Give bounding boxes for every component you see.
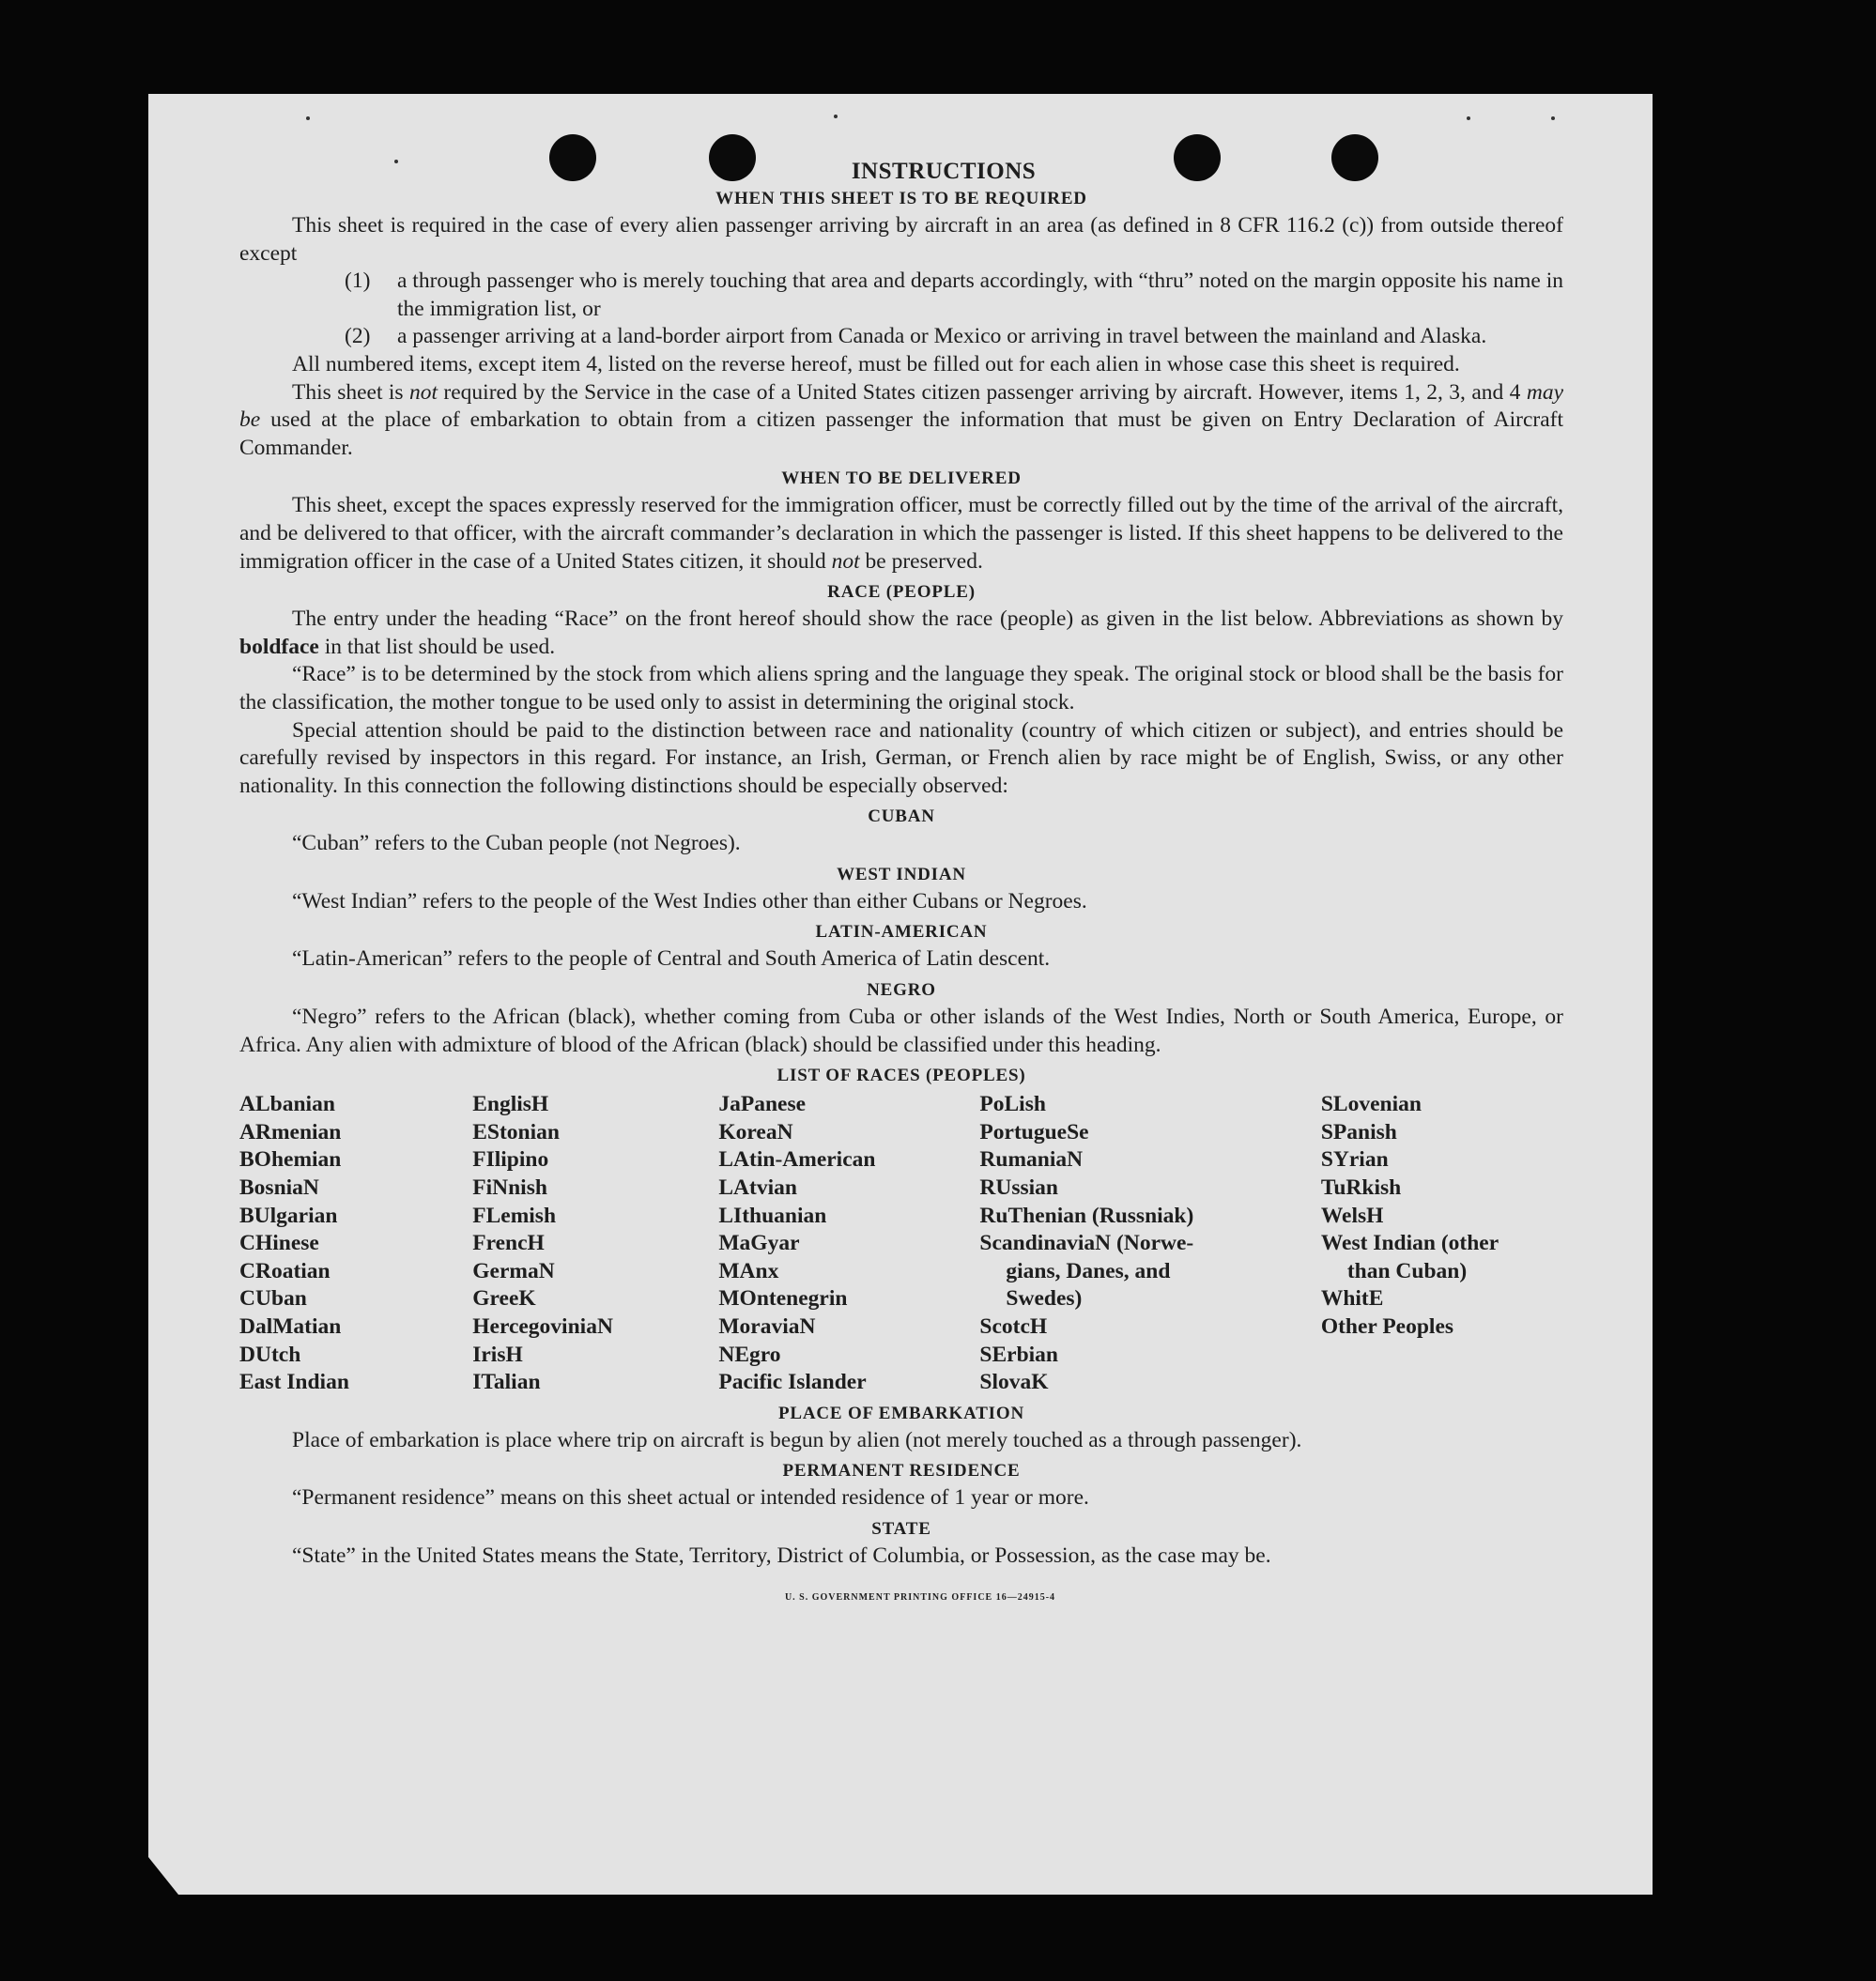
section-heading: LIST OF RACES (PEOPLES): [777, 1066, 1026, 1086]
race-column: [718, 1091, 979, 1397]
race-entry: MOntenegrin: [718, 1286, 848, 1312]
paragraph: “Permanent residence” means on this sheet actual or intended residence of 1 year or more.: [292, 1485, 1089, 1511]
speck: [1467, 116, 1470, 120]
list-item: [345, 268, 1563, 323]
race-entry: LAtin-American: [718, 1147, 876, 1173]
section-heading: WEST INDIAN: [837, 864, 966, 884]
race-entry: West Indian (other: [1320, 1231, 1499, 1256]
paragraph: “State” in the United States means the State, Territory, District of Columbia, or Possession, as the case may be.: [292, 1543, 1271, 1568]
paragraph: “West Indian” refers to the people of the West Indies other than either Cubans or Negroes.: [292, 888, 1087, 914]
section-heading: CUBAN: [868, 806, 935, 827]
race-entry: gians, Danes, and: [1006, 1258, 1171, 1283]
race-entry: KoreaN: [718, 1119, 793, 1144]
speck: [1551, 116, 1555, 120]
race-entry: ALbanian: [239, 1092, 335, 1117]
race-column: [1321, 1091, 1563, 1397]
section-heading: WHEN THIS SHEET IS TO BE REQUIRED: [715, 189, 1087, 208]
instructions-body: [239, 158, 1563, 1611]
race-entry: SLovenian: [1320, 1092, 1422, 1117]
race-entry: ScotcH: [979, 1314, 1048, 1339]
list-text: a passenger arriving at a land-border airport from Canada or Mexico or arriving in travel between the mainland and Alaska.: [397, 324, 1487, 349]
paragraph: “Latin-American” refers to the people of Central and South America of Latin descent.: [292, 946, 1051, 972]
race-entry: GreeK: [472, 1286, 536, 1312]
race-entry: TuRkish: [1320, 1175, 1402, 1201]
speck: [306, 116, 310, 120]
race-entry: FIlipino: [472, 1147, 549, 1173]
race-entry: FLemish: [472, 1203, 557, 1228]
race-entry: Swedes): [1006, 1286, 1083, 1312]
race-entry: MAnx: [718, 1258, 779, 1283]
paragraph: “Cuban” refers to the Cuban people (not Negroes).: [292, 831, 741, 856]
printer-imprint: U. S. GOVERNMENT PRINTING OFFICE 16—24915-4: [784, 1591, 1056, 1603]
race-entry: IrisH: [472, 1342, 523, 1367]
paragraph: This sheet, except the spaces expressly reserved for the immigration officer, must be correctly filled out by the time of the arrival of the aircraft, and be delivered to that officer, with the aircraft commander’s declaration in which the passenger is listed. If this sheet happens to be delivered to the immigration officer in the case of a United States citizen, it should not be preserved.: [239, 493, 1563, 574]
race-entry: SlovaK: [979, 1370, 1049, 1395]
race-entry: RumaniaN: [979, 1147, 1084, 1173]
race-entry: SYrian: [1320, 1147, 1389, 1173]
race-entry: DUtch: [239, 1342, 301, 1367]
paragraph: “Negro” refers to the African (black), whether coming from Cuba or other islands of the West Indies, North or South America, Europe, or Africa. Any alien with admixture of blood of the African (black) should be classified under this heading.: [239, 1005, 1563, 1057]
race-entry: Other Peoples: [1320, 1314, 1454, 1339]
paragraph: This sheet is not required by the Service in the case of a United States citizen passenger arriving by aircraft. However, items 1, 2, 3, and 4 may be used at the place of embarkation to obtain from a citizen passenger the information that must be given on Entry Declaration of Aircraft Commander.: [239, 379, 1563, 460]
paragraph: The entry under the heading “Race” on the front hereof should show the race (people) as given in the list below. Abbreviations as shown by boldface in that list should be used.: [239, 607, 1563, 659]
race-column: [239, 1091, 472, 1397]
list-number: (1): [345, 269, 371, 294]
race-entry: BosniaN: [239, 1175, 319, 1201]
race-entry: Pacific Islander: [718, 1370, 867, 1395]
section-heading: PLACE OF EMBARKATION: [778, 1403, 1024, 1423]
section-heading: NEGRO: [867, 980, 936, 1001]
race-entry: East Indian: [239, 1370, 349, 1395]
race-entry: CHinese: [239, 1231, 319, 1256]
race-entry: CRoatian: [239, 1258, 331, 1283]
race-entry: NEgro: [718, 1342, 781, 1367]
race-entry: ScandinaviaN (Norwe-: [979, 1231, 1194, 1256]
race-entry: than Cuban): [1346, 1258, 1468, 1283]
race-entry: EnglisH: [472, 1092, 549, 1117]
page-title: INSTRUCTIONS: [851, 159, 1037, 184]
race-entry: EStonian: [472, 1119, 560, 1144]
race-entry: GermaN: [472, 1258, 555, 1283]
race-entry: BOhemian: [239, 1147, 342, 1173]
race-entry: JaPanese: [718, 1092, 807, 1117]
race-entry: HercegoviniaN: [472, 1314, 613, 1339]
paragraph: Special attention should be paid to the distinction between race and nationality (country of which citizen or subject), and entries should be carefully revised by inspectors in this regard. For instance, an Irish, German, or French alien by race might be of English, Swiss, or any other nationality. In this connection the following distinctions should be especially observed:: [239, 717, 1563, 798]
paragraph: All numbered items, except item 4, listed on the reverse hereof, must be filled out for each alien in whose case this sheet is required.: [292, 351, 1460, 376]
section-heading: STATE: [871, 1518, 931, 1539]
race-entry: RuThenian (Russniak): [979, 1203, 1194, 1228]
list-number: (2): [345, 324, 371, 349]
section-heading: PERMANENT RESIDENCE: [782, 1461, 1021, 1482]
race-entry: DalMatian: [239, 1314, 342, 1339]
list-item: [345, 323, 1563, 351]
list-text: a through passenger who is merely touching that area and departs accordingly, with “thru” noted on the margin opposite his name in the immigration list, or: [397, 269, 1563, 321]
paragraph: “Race” is to be determined by the stock from which aliens spring and the language they speak. The original stock or blood shall be the basis for the classification, the mother tongue to be used only to assist in determining the original stock.: [239, 662, 1563, 714]
race-entry: SPanish: [1320, 1119, 1397, 1144]
race-entry: RUssian: [979, 1175, 1058, 1201]
section-heading: RACE (PEOPLE): [827, 582, 976, 603]
race-entry: PoLish: [979, 1092, 1046, 1117]
race-entry: WhitE: [1320, 1286, 1384, 1312]
race-entry: CUban: [239, 1286, 307, 1312]
speck: [834, 115, 838, 118]
paragraph: Place of embarkation is place where trip on aircraft is begun by alien (not merely touched as a through passenger).: [292, 1427, 1302, 1452]
race-entry: LIthuanian: [718, 1203, 827, 1228]
race-column: [979, 1091, 1320, 1397]
race-entry: FrencH: [472, 1231, 545, 1256]
race-entry: SErbian: [979, 1342, 1058, 1367]
race-entry: BUlgarian: [239, 1203, 338, 1228]
race-entry: MaGyar: [718, 1231, 800, 1256]
section-heading: WHEN TO BE DELIVERED: [781, 468, 1022, 489]
race-entry: MoraviaN: [718, 1314, 816, 1339]
race-entry: PortugueSe: [979, 1119, 1089, 1144]
section-heading: LATIN-AMERICAN: [815, 922, 988, 943]
race-column: [472, 1091, 718, 1397]
race-list: [239, 1091, 1563, 1397]
race-entry: ARmenian: [239, 1119, 342, 1144]
paragraph: This sheet is required in the case of every alien passenger arriving by aircraft in an area (as defined in 8 CFR 116.2 (c)) from outside thereof except: [239, 213, 1563, 266]
race-entry: LAtvian: [718, 1175, 797, 1201]
race-entry: WelsH: [1320, 1203, 1384, 1228]
race-entry: FiNnish: [472, 1175, 547, 1201]
race-entry: ITalian: [472, 1370, 541, 1395]
